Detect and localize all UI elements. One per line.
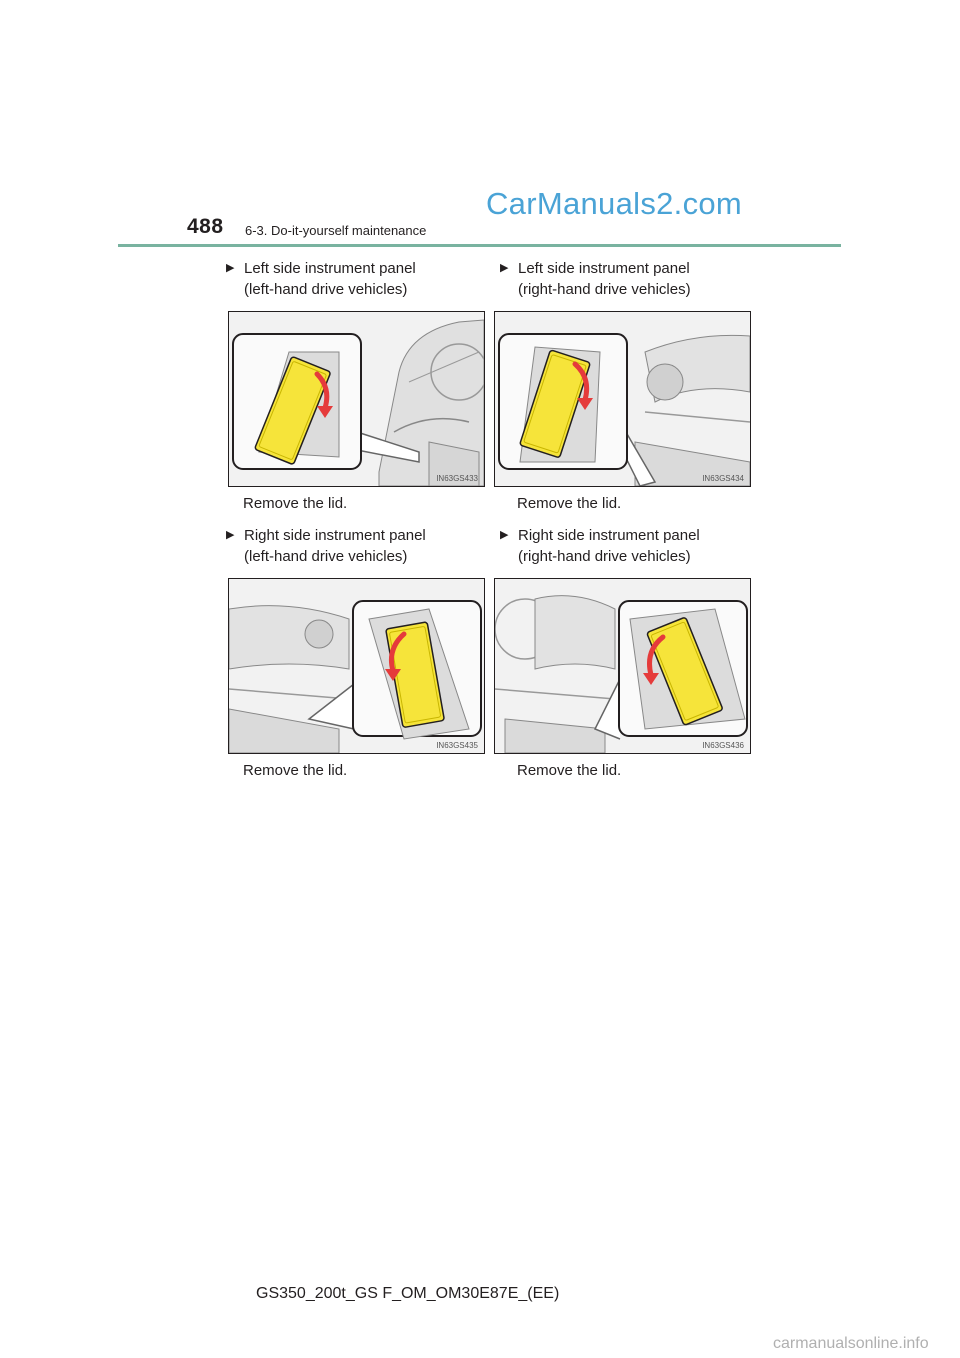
item-heading-line: (left-hand drive vehicles) bbox=[244, 281, 408, 298]
figure-left-panel-rhd bbox=[494, 311, 751, 487]
figure-right-panel-rhd bbox=[494, 578, 751, 754]
figure-caption: Remove the lid. bbox=[243, 495, 348, 512]
triangle-bullet-icon: ▶ bbox=[226, 529, 235, 541]
item-heading-line: Left side instrument panel bbox=[244, 260, 416, 277]
triangle-bullet-icon: ▶ bbox=[226, 262, 235, 274]
item-heading bbox=[226, 525, 426, 567]
watermark-logo[interactable]: CarManuals2.com bbox=[486, 186, 743, 221]
item-heading-line: (right-hand drive vehicles) bbox=[518, 281, 691, 298]
figure-code: IN63GS434 bbox=[702, 474, 744, 483]
section-title: 6-3. Do-it-yourself maintenance bbox=[245, 223, 427, 238]
item-heading bbox=[500, 525, 700, 567]
figure-code: IN63GS435 bbox=[436, 741, 478, 750]
item-heading-line: Left side instrument panel bbox=[518, 260, 690, 277]
figure-caption: Remove the lid. bbox=[517, 495, 622, 512]
item-heading-line: Right side instrument panel bbox=[518, 527, 700, 544]
item-heading bbox=[226, 258, 416, 300]
item-heading-line: Right side instrument panel bbox=[244, 527, 426, 544]
figure-right-panel-lhd bbox=[228, 578, 485, 754]
manual-code: GS350_200t_GS F_OM_OM30E87E_(EE) bbox=[256, 1285, 560, 1302]
header-divider bbox=[118, 244, 841, 247]
figure-caption: Remove the lid. bbox=[243, 762, 348, 779]
site-watermark[interactable]: carmanualsonline.info bbox=[773, 1335, 929, 1352]
figure-left-panel-lhd bbox=[228, 311, 485, 487]
triangle-bullet-icon: ▶ bbox=[500, 262, 509, 274]
item-heading bbox=[500, 258, 691, 300]
figure-code: IN63GS436 bbox=[702, 741, 744, 750]
page-number: 488 bbox=[187, 215, 224, 238]
item-heading-line: (right-hand drive vehicles) bbox=[518, 548, 691, 565]
figure-caption: Remove the lid. bbox=[517, 762, 622, 779]
triangle-bullet-icon: ▶ bbox=[500, 529, 509, 541]
item-heading-line: (left-hand drive vehicles) bbox=[244, 548, 408, 565]
figure-code: IN63GS433 bbox=[436, 474, 478, 483]
